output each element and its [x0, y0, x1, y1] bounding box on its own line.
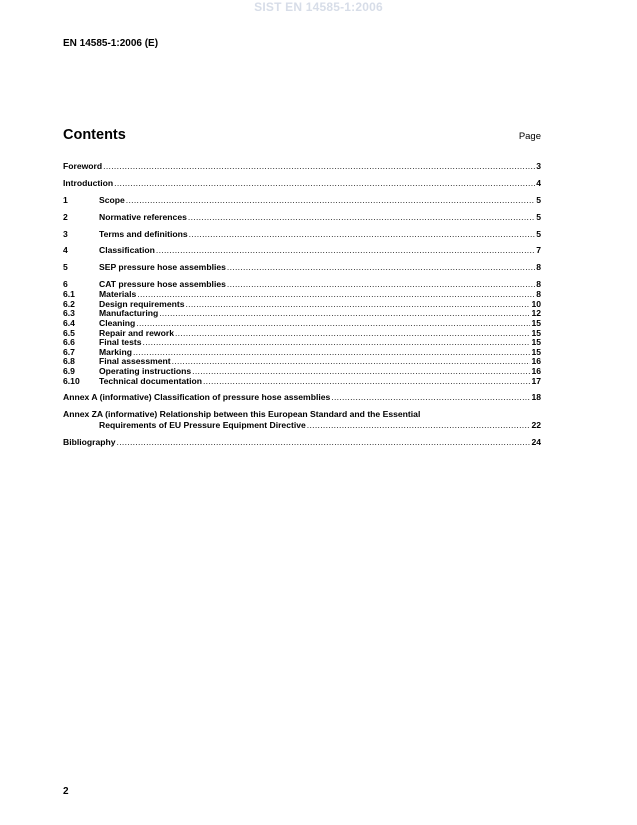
toc-entry-number: 1: [63, 194, 68, 205]
toc-entry-page: 5: [536, 194, 541, 205]
page-number: 2: [63, 786, 69, 797]
toc-entry-page: 16: [531, 356, 541, 367]
toc-entry-bibliography[interactable]: [63, 437, 541, 448]
toc-entry-annex-a[interactable]: [63, 392, 541, 403]
toc-entry-title: Foreword: [63, 161, 103, 171]
toc-leader: [143, 338, 531, 348]
toc-entry-sep-hose[interactable]: [63, 262, 541, 273]
toc-leader: [227, 279, 535, 290]
toc-entry-page: 10: [531, 298, 541, 309]
toc-entry-page: 15: [531, 337, 541, 348]
toc-leader: [159, 309, 530, 319]
toc-entry-title: Technical documentation: [99, 375, 202, 386]
table-of-contents: [63, 161, 541, 448]
toc-entry-number: 6.8: [63, 356, 75, 367]
toc-entry-page: 18: [531, 392, 541, 403]
toc-leader: [331, 392, 530, 403]
toc-entry-title: Classification: [99, 245, 155, 256]
page-column-label: Page: [518, 131, 541, 142]
toc-entry-page: 24: [531, 436, 541, 447]
toc-entry-title: Manufacturing: [99, 308, 159, 319]
toc-entry-title: Annex ZA (informative) Relationship between this European Standard and the Essential: [63, 408, 421, 419]
toc-entry-annex-za-continued[interactable]: [63, 420, 541, 431]
toc-entry-foreword[interactable]: [63, 161, 541, 172]
toc-entry-title: Repair and rework: [99, 327, 174, 338]
toc-entry-title: Cleaning: [99, 318, 136, 329]
toc-entry-title: Design requirements: [99, 298, 185, 309]
toc-entry-page: 4: [536, 177, 541, 188]
toc-entry-introduction[interactable]: [63, 178, 541, 189]
toc-entry-page: 8: [536, 289, 541, 300]
toc-entry-number: 6.2: [63, 298, 75, 309]
toc-entry-number: 6.6: [63, 337, 75, 348]
toc-entry-page: 3: [536, 161, 541, 171]
toc-leader: [188, 212, 535, 223]
toc-entry-number: 6.10: [63, 375, 80, 386]
toc-entry-technical-documentation[interactable]: [63, 377, 541, 387]
toc-entry-title: Bibliography: [63, 436, 116, 447]
toc-entry-terms-definitions[interactable]: [63, 229, 541, 240]
toc-entry-title: Annex A (informative) Classification of pressure hose assemblies: [63, 392, 331, 403]
toc-leader: [103, 161, 535, 172]
toc-entry-page: 15: [531, 327, 541, 338]
toc-entry-page: 5: [536, 211, 541, 222]
toc-entry-number: 6.3: [63, 308, 75, 319]
toc-entry-classification[interactable]: [63, 245, 541, 256]
watermark: SIST EN 14585-1:2006: [254, 0, 383, 14]
toc-entry-number: 3: [63, 228, 68, 239]
toc-entry-title: SEP pressure hose assemblies: [99, 262, 226, 273]
toc-entry-page: 16: [531, 365, 541, 376]
toc-entry-title: CAT pressure hose assemblies: [99, 279, 226, 290]
toc-entry-normative-references[interactable]: [63, 212, 541, 223]
toc-entry-scope[interactable]: [63, 195, 541, 206]
toc-entry-title: Marking: [99, 346, 132, 357]
toc-entry-number: 6.7: [63, 346, 75, 357]
toc-entry-title: Introduction: [63, 177, 114, 188]
toc-entry-title: Normative references: [99, 211, 187, 222]
toc-entry-number: 2: [63, 211, 68, 222]
toc-entry-page: 15: [531, 318, 541, 329]
toc-leader: [175, 329, 530, 339]
toc-leader: [189, 229, 536, 240]
toc-entry-number: 6.5: [63, 327, 75, 338]
toc-entry-title: Final tests: [99, 337, 142, 348]
toc-entry-annex-za[interactable]: [63, 409, 541, 420]
toc-leader: [203, 377, 530, 387]
toc-entry-title: Operating instructions: [99, 365, 192, 376]
toc-entry-number: 6.1: [63, 289, 75, 300]
toc-entry-page: 15: [531, 346, 541, 357]
toc-entry-title: Final assessment: [99, 356, 171, 367]
toc-entry-number: 5: [63, 262, 68, 273]
toc-entry-page: 22: [531, 419, 541, 430]
toc-leader: [117, 437, 531, 448]
toc-leader: [136, 319, 530, 329]
toc-leader: [126, 195, 535, 206]
toc-entry-number: 6: [63, 279, 68, 290]
contents-title: Contents: [63, 127, 126, 143]
toc-leader: [114, 178, 535, 189]
toc-leader: [185, 300, 530, 310]
toc-entry-page: 8: [536, 279, 541, 290]
toc-leader: [307, 420, 531, 431]
toc-leader: [227, 262, 535, 273]
toc-entry-page: 7: [536, 245, 541, 256]
toc-leader: [156, 245, 535, 256]
toc-entry-title: Terms and definitions: [99, 228, 188, 239]
toc-entry-page: 12: [531, 308, 541, 319]
toc-leader: [192, 367, 530, 377]
toc-entry-number: 6.9: [63, 365, 75, 376]
toc-leader: [172, 357, 531, 367]
document-id: EN 14585-1:2006 (E): [63, 38, 159, 49]
toc-entry-title: Scope: [99, 194, 125, 205]
toc-leader: [133, 348, 530, 358]
toc-entry-page: 5: [536, 228, 541, 239]
toc-entry-page: 8: [536, 262, 541, 273]
toc-entry-title: Materials: [99, 289, 137, 300]
toc-entry-title-continued: Requirements of EU Pressure Equipment Directive: [99, 419, 306, 430]
toc-entry-number: 4: [63, 245, 68, 256]
toc-leader: [137, 290, 535, 300]
toc-entry-number: 6.4: [63, 318, 75, 329]
toc-entry-final-tests[interactable]: [63, 338, 541, 348]
toc-entry-page: 17: [531, 375, 541, 386]
